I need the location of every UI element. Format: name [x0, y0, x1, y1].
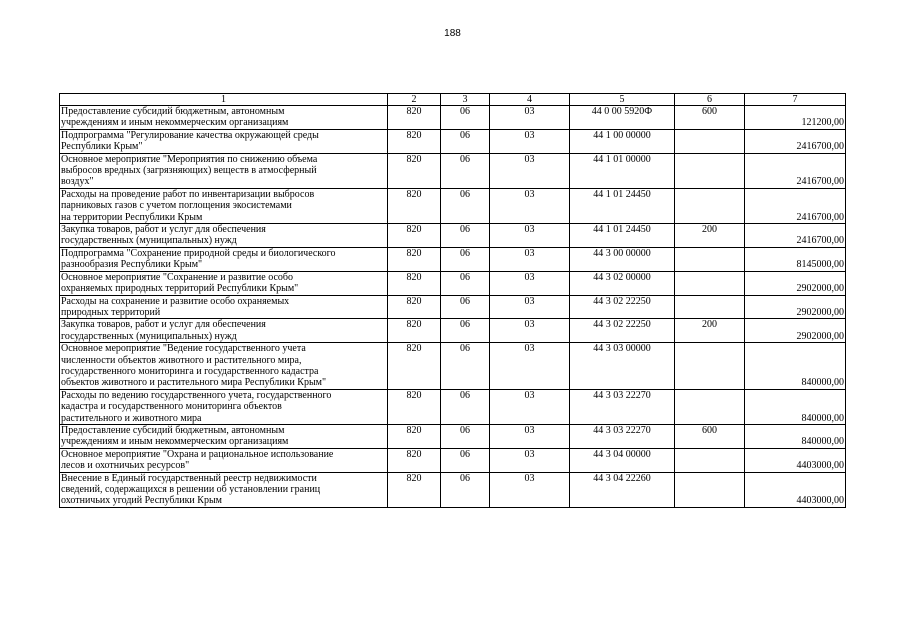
- amount-cell: 2416700,00: [745, 224, 846, 248]
- target-article-cell: 44 1 00 00000: [570, 129, 675, 153]
- item-name-line: парниковых газов с учетом поглощения экосистемами: [61, 200, 292, 212]
- item-name-line: Основное мероприятие "Сохранение и развитие особо: [61, 271, 293, 283]
- target-article-cell: 44 1 01 00000: [570, 153, 675, 188]
- ministry-code-cell: 820: [388, 153, 441, 188]
- item-name-line: объектов животного и растительного мира Республики Крым": [61, 377, 327, 389]
- amount-cell: 840000,00: [745, 343, 846, 390]
- section-code-cell: 06: [441, 424, 490, 448]
- table-header-row: [60, 94, 846, 106]
- section-code-cell: 06: [441, 448, 490, 472]
- ministry-code-cell: 820: [388, 106, 441, 130]
- item-name-line: государственных (муниципальных) нужд: [61, 330, 237, 342]
- item-name-line: выбросов вредных (загрязняющих) веществ в атмосферный: [61, 165, 317, 177]
- section-code-cell: 06: [441, 224, 490, 248]
- item-name-line: Расходы по ведению государственного учета, государственного: [61, 389, 332, 401]
- budget-table: [59, 93, 846, 508]
- header-cell: 1: [60, 94, 388, 106]
- section-code-cell: 06: [441, 271, 490, 295]
- section-code-cell: 06: [441, 472, 490, 507]
- target-article-cell: 44 3 02 22250: [570, 319, 675, 343]
- item-name-cell: [60, 319, 388, 343]
- amount-cell: 2902000,00: [745, 295, 846, 319]
- table-row: [60, 472, 846, 507]
- target-article-cell: 44 3 02 00000: [570, 271, 675, 295]
- subsection-code-cell: 03: [490, 343, 570, 390]
- subsection-code-cell: 03: [490, 224, 570, 248]
- expense-type-cell: [675, 188, 745, 223]
- ministry-code-cell: 820: [388, 188, 441, 223]
- amount-cell: 840000,00: [745, 424, 846, 448]
- table-row: [60, 129, 846, 153]
- item-name-cell: [60, 271, 388, 295]
- target-article-cell: 44 3 03 00000: [570, 343, 675, 390]
- table-row: [60, 424, 846, 448]
- ministry-code-cell: 820: [388, 448, 441, 472]
- item-name-line: Предоставление субсидий бюджетным, автономным: [61, 106, 285, 117]
- ministry-code-cell: 820: [388, 224, 441, 248]
- table-row: [60, 448, 846, 472]
- subsection-code-cell: 03: [490, 153, 570, 188]
- item-name-line: Расходы на сохранение и развитие особо охраняемых: [61, 295, 290, 307]
- item-name-line: численности объектов животного и растительного мира,: [61, 354, 302, 366]
- subsection-code-cell: 03: [490, 472, 570, 507]
- expense-type-cell: [675, 153, 745, 188]
- ministry-code-cell: 820: [388, 389, 441, 424]
- target-article-cell: 44 3 04 22260: [570, 472, 675, 507]
- section-code-cell: 06: [441, 188, 490, 223]
- expense-type-cell: [675, 247, 745, 271]
- expense-type-cell: [675, 472, 745, 507]
- item-name-line: Закупка товаров, работ и услуг для обеспечения: [61, 319, 266, 331]
- ministry-code-cell: 820: [388, 129, 441, 153]
- item-name-cell: [60, 247, 388, 271]
- header-cell: 3: [441, 94, 490, 106]
- target-article-cell: 44 3 00 00000: [570, 247, 675, 271]
- target-article-cell: 44 0 00 5920Ф: [570, 106, 675, 130]
- table-row: [60, 153, 846, 188]
- item-name-line: Основное мероприятие "Ведение государственного учета: [61, 343, 306, 355]
- item-name-line: на территории Республики Крым: [61, 211, 203, 223]
- item-name-cell: [60, 424, 388, 448]
- item-name-cell: [60, 188, 388, 223]
- section-code-cell: 06: [441, 295, 490, 319]
- item-name-line: воздух": [61, 176, 94, 188]
- subsection-code-cell: 03: [490, 247, 570, 271]
- amount-cell: 2902000,00: [745, 319, 846, 343]
- item-name-cell: [60, 224, 388, 248]
- expense-type-cell: [675, 343, 745, 390]
- item-name-line: Внесение в Единый государственный реестр недвижимости: [61, 472, 317, 484]
- section-code-cell: 06: [441, 389, 490, 424]
- section-code-cell: 06: [441, 247, 490, 271]
- item-name-line: Расходы на проведение работ по инвентаризации выбросов: [61, 188, 315, 200]
- item-name-cell: [60, 129, 388, 153]
- item-name-line: Основное мероприятие "Мероприятия по снижению объема: [61, 153, 318, 165]
- item-name-line: лесов и охотничьих ресурсов": [61, 460, 190, 472]
- expense-type-cell: [675, 389, 745, 424]
- amount-cell: 121200,00: [745, 106, 846, 130]
- item-name-cell: [60, 343, 388, 390]
- table-row: [60, 389, 846, 424]
- header-cell: 5: [570, 94, 675, 106]
- item-name-line: Основное мероприятие "Охрана и рациональное использование: [61, 448, 334, 460]
- table-row: [60, 106, 846, 130]
- expense-type-cell: 600: [675, 424, 745, 448]
- expense-type-cell: [675, 129, 745, 153]
- item-name-cell: [60, 448, 388, 472]
- target-article-cell: 44 1 01 24450: [570, 224, 675, 248]
- ministry-code-cell: 820: [388, 295, 441, 319]
- ministry-code-cell: 820: [388, 472, 441, 507]
- item-name-cell: [60, 295, 388, 319]
- amount-cell: 2416700,00: [745, 188, 846, 223]
- target-article-cell: 44 3 02 22250: [570, 295, 675, 319]
- subsection-code-cell: 03: [490, 129, 570, 153]
- item-name-line: растительного и животного мира: [61, 412, 202, 424]
- amount-cell: 2416700,00: [745, 129, 846, 153]
- target-article-cell: 44 3 03 22270: [570, 389, 675, 424]
- header-cell: 6: [675, 94, 745, 106]
- expense-type-cell: [675, 448, 745, 472]
- table-row: [60, 343, 846, 390]
- item-name-line: Подпрограмма "Сохранение природной среды и биологического: [61, 247, 336, 259]
- table-row: [60, 247, 846, 271]
- subsection-code-cell: 03: [490, 424, 570, 448]
- amount-cell: 2416700,00: [745, 153, 846, 188]
- page-number: 188: [444, 28, 461, 39]
- subsection-code-cell: 03: [490, 188, 570, 223]
- item-name-cell: [60, 106, 388, 130]
- item-name-cell: [60, 389, 388, 424]
- ministry-code-cell: 820: [388, 424, 441, 448]
- subsection-code-cell: 03: [490, 106, 570, 130]
- header-cell: 2: [388, 94, 441, 106]
- table-row: [60, 295, 846, 319]
- section-code-cell: 06: [441, 319, 490, 343]
- ministry-code-cell: 820: [388, 319, 441, 343]
- item-name-line: сведений, содержащихся в решении об установлении границ: [61, 484, 321, 495]
- section-code-cell: 06: [441, 106, 490, 130]
- item-name-line: Предоставление субсидий бюджетным, автономным: [61, 424, 285, 436]
- expense-type-cell: 200: [675, 224, 745, 248]
- item-name-line: учреждениям и иным некоммерческим организациям: [61, 436, 289, 448]
- table-row: [60, 271, 846, 295]
- item-name-cell: [60, 153, 388, 188]
- item-name-line: Республики Крым": [61, 141, 143, 153]
- expense-type-cell: 600: [675, 106, 745, 130]
- item-name-cell: [60, 472, 388, 507]
- item-name-line: Подпрограмма "Регулирование качества окружающей среды: [61, 129, 319, 141]
- amount-cell: 8145000,00: [745, 247, 846, 271]
- target-article-cell: 44 3 04 00000: [570, 448, 675, 472]
- item-name-line: Закупка товаров, работ и услуг для обеспечения: [61, 224, 266, 236]
- item-name-line: государственного мониторинга и государственного кадастра: [61, 365, 319, 377]
- expense-type-cell: 200: [675, 319, 745, 343]
- table-row: [60, 319, 846, 343]
- ministry-code-cell: 820: [388, 271, 441, 295]
- item-name-line: кадастра и государственного мониторинга объектов: [61, 401, 282, 413]
- target-article-cell: 44 1 01 24450: [570, 188, 675, 223]
- ministry-code-cell: 820: [388, 343, 441, 390]
- header-cell: 4: [490, 94, 570, 106]
- subsection-code-cell: 03: [490, 448, 570, 472]
- amount-cell: 840000,00: [745, 389, 846, 424]
- expense-type-cell: [675, 295, 745, 319]
- subsection-code-cell: 03: [490, 295, 570, 319]
- item-name-line: учреждениям и иным некоммерческим организациям: [61, 117, 289, 129]
- expense-type-cell: [675, 271, 745, 295]
- item-name-line: охраняемых природных территорий Республики Крым": [61, 283, 299, 295]
- ministry-code-cell: 820: [388, 247, 441, 271]
- table-row: [60, 224, 846, 248]
- target-article-cell: 44 3 03 22270: [570, 424, 675, 448]
- section-code-cell: 06: [441, 153, 490, 188]
- item-name-line: природных территорий: [61, 306, 161, 318]
- amount-cell: 2902000,00: [745, 271, 846, 295]
- subsection-code-cell: 03: [490, 319, 570, 343]
- amount-cell: 4403000,00: [745, 472, 846, 507]
- header-cell: 7: [745, 94, 846, 106]
- item-name-line: разнообразия Республики Крым": [61, 259, 203, 271]
- table-row: [60, 188, 846, 223]
- subsection-code-cell: 03: [490, 271, 570, 295]
- section-code-cell: 06: [441, 129, 490, 153]
- section-code-cell: 06: [441, 343, 490, 390]
- item-name-line: охотничьих угодий Республики Крым: [61, 495, 222, 507]
- item-name-line: государственных (муниципальных) нужд: [61, 235, 237, 247]
- subsection-code-cell: 03: [490, 389, 570, 424]
- amount-cell: 4403000,00: [745, 448, 846, 472]
